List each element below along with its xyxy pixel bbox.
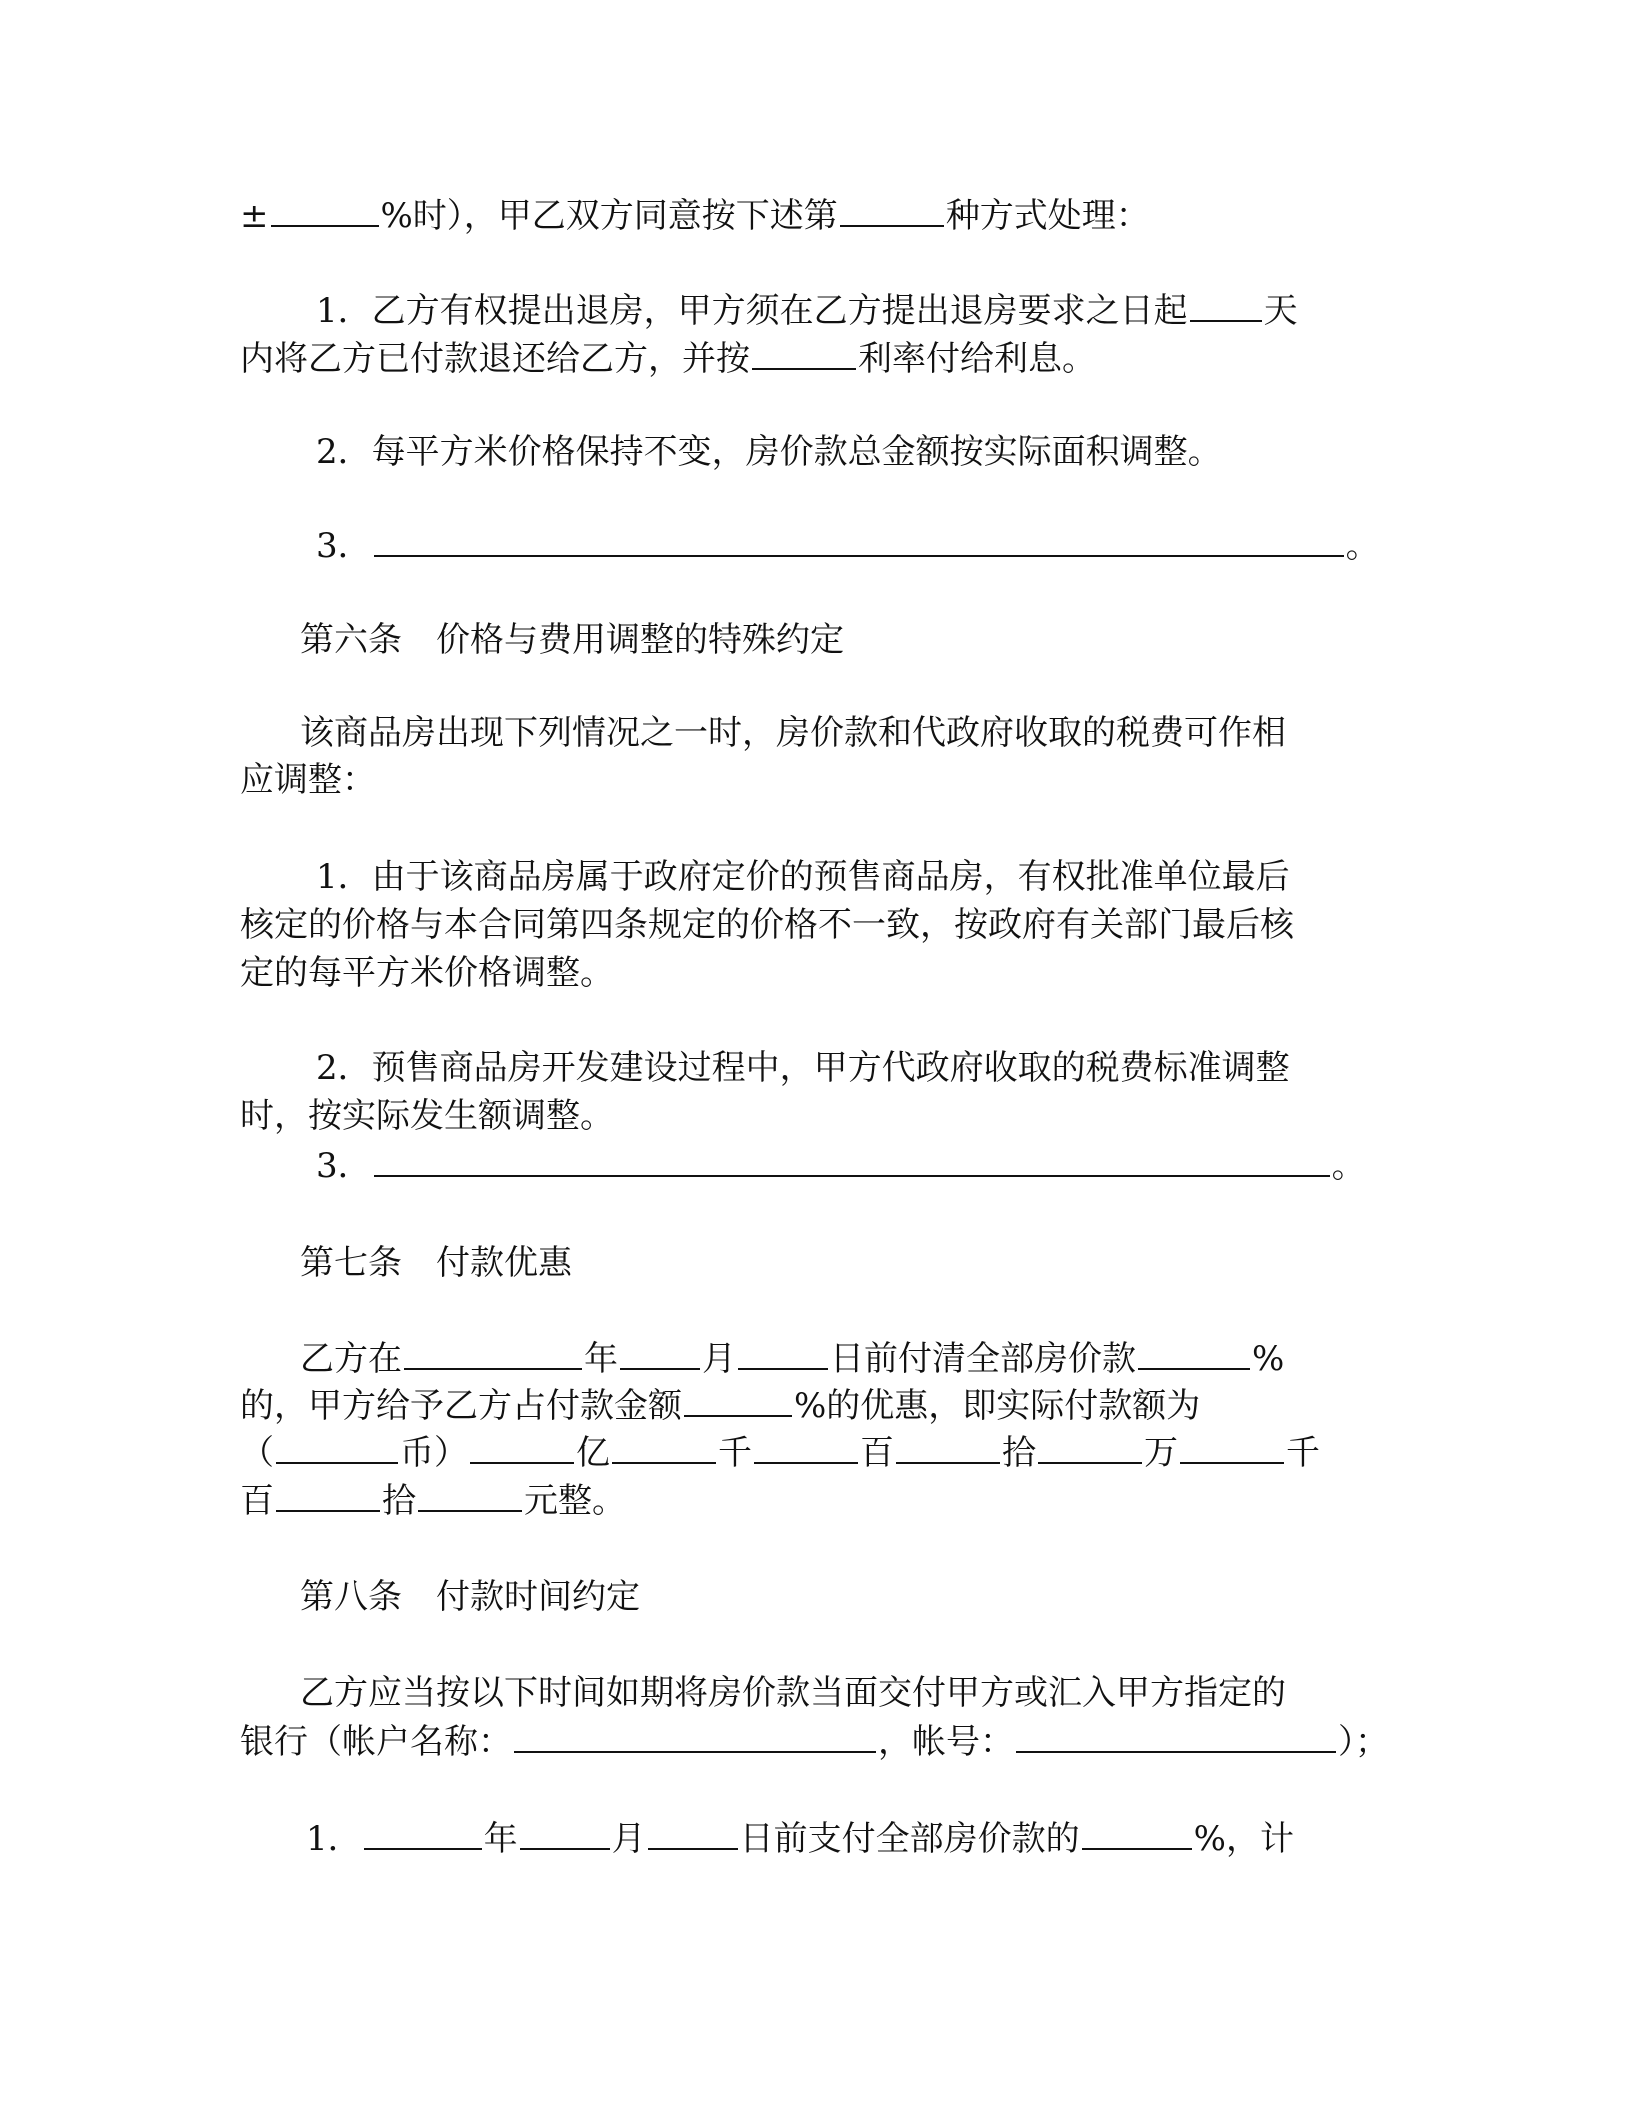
blank-field (1138, 1338, 1250, 1370)
text: % (1252, 1339, 1285, 1379)
text: 月 (702, 1339, 736, 1379)
article-6-item-1-cont: 核定的价格与本合同第四条规定的价格不一致，按政府有关部门最后核 (240, 905, 1294, 945)
blank-field (754, 1432, 858, 1464)
text: %时），甲乙双方同意按下述第 (380, 196, 838, 236)
article-6-item-1-cont: 定的每平方米价格调整。 (240, 953, 614, 993)
blank-field (752, 338, 856, 370)
text: 千 (718, 1433, 752, 1473)
blank-field (1016, 1721, 1336, 1753)
blank-field (470, 1432, 574, 1464)
text: 内将乙方已付款退还给乙方，并按 (240, 339, 750, 379)
text: 年 (584, 1339, 618, 1379)
blank-field (612, 1432, 716, 1464)
text: ± (240, 196, 269, 236)
article-7-title: 第七条 付款优惠 (300, 1243, 572, 1283)
blank-field (514, 1721, 876, 1753)
text: ）； (1338, 1722, 1389, 1762)
blank-field (276, 1432, 398, 1464)
text: 乙方在 (300, 1339, 402, 1379)
article-6-item-3 (316, 1145, 1366, 1186)
blank-field (1082, 1818, 1192, 1850)
line-option-1-cont (240, 338, 1096, 379)
text: 1．乙方有权提出退房，甲方须在乙方提出退房要求之日起 (316, 291, 1188, 331)
text: %，计 (1193, 1819, 1294, 1859)
article-8-para: 乙方应当按以下时间如期将房价款当面交付甲方或汇入甲方指定的 (300, 1673, 1286, 1713)
article-8-bank (240, 1721, 1389, 1762)
blank-field (1190, 290, 1262, 322)
blank-field (418, 1480, 522, 1512)
article-7-para-cont (240, 1385, 1200, 1426)
text: 千 (1286, 1433, 1320, 1473)
blank-field (1038, 1432, 1142, 1464)
text: 。 (1345, 526, 1380, 566)
blank-field (738, 1338, 828, 1370)
text: 利率付给利息。 (858, 339, 1096, 379)
blank-field (520, 1818, 610, 1850)
blank-field (364, 1818, 482, 1850)
text: 银行（帐户名称： (240, 1722, 512, 1762)
text: 拾 (1002, 1433, 1036, 1473)
article-6-item-2: 2．预售商品房开发建设过程中，甲方代政府收取的税费标准调整 (316, 1048, 1290, 1088)
article-7-amount (240, 1432, 1320, 1473)
article-6-item-2-cont: 时，按实际发生额调整。 (240, 1096, 614, 1136)
text: 天 (1263, 291, 1298, 331)
text: （ (240, 1433, 274, 1473)
line-option-2: 2．每平方米价格保持不变，房价款总金额按实际面积调整。 (316, 432, 1222, 472)
text: 万 (1144, 1433, 1178, 1473)
blank-field (840, 195, 944, 227)
text: 3． (316, 1146, 372, 1186)
text: 年 (483, 1819, 518, 1859)
blank-field (374, 525, 1344, 557)
text: 日前付清全部房价款 (830, 1339, 1136, 1379)
line-option-3 (316, 525, 1380, 566)
text: 3． (316, 526, 372, 566)
blank-field (684, 1385, 792, 1417)
article-8-item-1 (306, 1818, 1294, 1859)
blank-field (648, 1818, 738, 1850)
blank-field (374, 1145, 1330, 1177)
article-6-title: 第六条 价格与费用调整的特殊约定 (300, 620, 844, 660)
article-7-para (300, 1338, 1284, 1379)
article-8-title: 第八条 付款时间约定 (300, 1577, 640, 1617)
blank-field (620, 1338, 700, 1370)
text: %的优惠，即实际付款额为 (794, 1386, 1201, 1426)
text: 种方式处理： (945, 196, 1150, 236)
text: 拾 (382, 1481, 416, 1521)
article-6-item-1: 1．由于该商品房属于政府定价的预售商品房，有权批准单位最后 (316, 857, 1290, 897)
text: 百 (860, 1433, 894, 1473)
line-option-1 (316, 290, 1298, 331)
text: 币） (400, 1433, 468, 1473)
text: 日前支付全部房价款的 (739, 1819, 1080, 1859)
blank-field (271, 195, 379, 227)
line-area-ratio (240, 195, 1150, 236)
article-6-para-cont: 应调整： (240, 760, 376, 800)
blank-field (1180, 1432, 1284, 1464)
blank-field (404, 1338, 582, 1370)
text: 百 (240, 1481, 274, 1521)
text: 亿 (576, 1433, 610, 1473)
text: ，帐号： (878, 1722, 1014, 1762)
blank-field (896, 1432, 1000, 1464)
text: 元整。 (524, 1481, 626, 1521)
text: 月 (611, 1819, 646, 1859)
article-6-para: 该商品房出现下列情况之一时，房价款和代政府收取的税费可作相 (300, 713, 1286, 753)
text: 。 (1331, 1146, 1366, 1186)
text: 的，甲方给予乙方占付款金额 (240, 1386, 682, 1426)
blank-field (276, 1480, 380, 1512)
article-7-amount-cont (240, 1480, 626, 1521)
text: 1． (306, 1819, 362, 1859)
